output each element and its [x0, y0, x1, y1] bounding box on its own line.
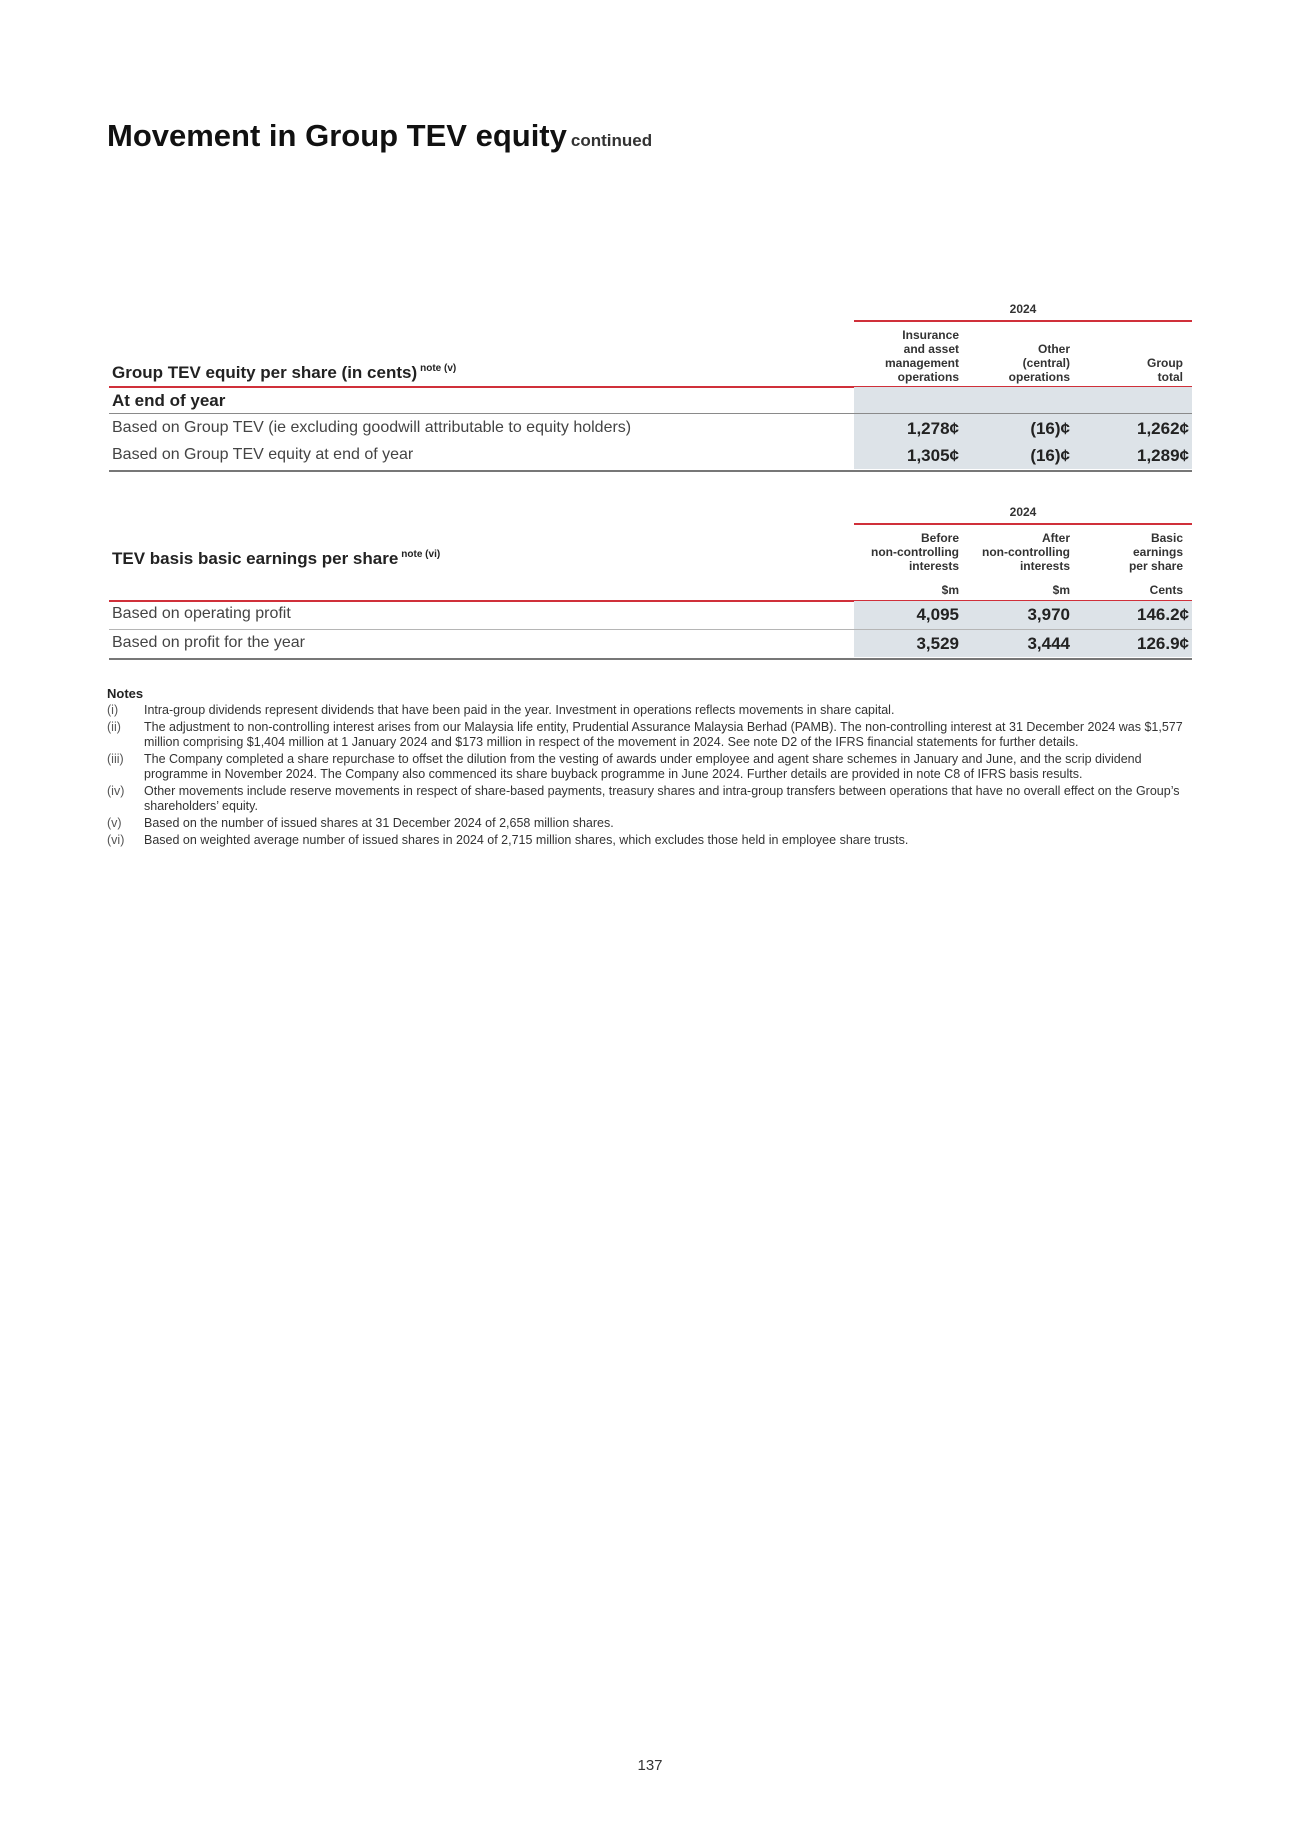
table1-cell: (16)¢: [1030, 446, 1070, 465]
tev-earnings-per-share-table: [109, 503, 1192, 663]
table2-cell: 146.2¢: [1137, 605, 1189, 624]
table2-cell: 126.9¢: [1137, 634, 1189, 653]
table2-note-ref: note (vi): [401, 549, 441, 561]
table1-col-other: Other (central) operations: [1008, 342, 1070, 384]
table1-col-group-total: Group total: [1147, 356, 1183, 384]
note-text: The adjustment to non-controlling interest arises from our Malaysia life entity, Prudential Assurance Malaysia Berhad (PAMB). The non-controlling interest at 31 December 2024 was $1,577 million comprising $1,404 million at 1 January 2024 and $173 million in respect of the movement in 2024. See note D2 of the IFRS financial statements for further details.: [144, 720, 1183, 749]
note-item: [107, 816, 1197, 831]
table2-col-after-nci: After non-controlling interests: [982, 531, 1070, 573]
note-text: Intra-group dividends represent dividends that have been paid in the year. Investment in operations reflects movements in share capital.: [144, 703, 895, 717]
notes-section: [107, 686, 1197, 850]
table2-year: 2024: [1009, 505, 1037, 519]
table2-cell: 3,529: [916, 634, 959, 653]
note-mark: (i): [107, 703, 119, 717]
table2-bottom-rule: [109, 658, 1192, 660]
notes-title: Notes: [107, 686, 144, 701]
note-item: [107, 784, 1197, 814]
table1-cell: (16)¢: [1030, 419, 1070, 438]
table1-row-label: Based on Group TEV equity at end of year: [112, 446, 414, 463]
note-item: [107, 703, 1197, 718]
table2-section-title: TEV basis basic earnings per share $^{note (vi)}$: [112, 549, 441, 568]
table2-unit: Cents: [1149, 583, 1183, 597]
table2-unit: $m: [1052, 583, 1070, 597]
tev-equity-per-share-table: [109, 300, 1192, 475]
note-mark: (ii): [107, 720, 121, 734]
note-text: Based on weighted average number of issued shares in 2024 of 2,715 million shares, which excludes those held in employee share trusts.: [144, 833, 909, 847]
table1-subheading: At end of year: [112, 391, 226, 410]
table1-bottom-rule: [109, 470, 1192, 472]
table2-row-rule: [109, 629, 1192, 630]
table1-row-label: Based on Group TEV (ie excluding goodwill attributable to equity holders): [112, 419, 632, 436]
note-mark: (v): [107, 816, 122, 830]
continued-label: continued: [570, 131, 653, 150]
note-text: Other movements include reserve movements in respect of share-based payments, treasury shares and intra-group transfers between operations that have no overall effect on the Group’s shareholders’ equity.: [144, 784, 1180, 813]
note-item: [107, 833, 1197, 848]
table1-cell: 1,262¢: [1137, 419, 1189, 438]
table2-row-label: Based on operating profit: [112, 605, 291, 622]
table1-cell: 1,289¢: [1137, 446, 1189, 465]
note-item: [107, 720, 1197, 750]
page-title: [107, 118, 652, 154]
note-item: [107, 752, 1197, 782]
table2-col-basic-eps: Basic earnings per share: [1128, 531, 1183, 573]
table1-year: 2024: [1009, 302, 1037, 316]
table1-cell: 1,305¢: [907, 446, 959, 465]
table1-section-title: Group TEV equity per share (in cents) $^{note (v)}$: [112, 363, 457, 382]
table1-col-insurance: Insurance and asset management operations: [884, 328, 959, 384]
table2-cell: 3,970: [1027, 605, 1070, 624]
table1-year-rule: [854, 320, 1192, 322]
table2-cell: 4,095: [916, 605, 959, 624]
note-text: The Company completed a share repurchase to offset the dilution from the vesting of awards under employee and agent share schemes in January and June, and the scrip dividend programme in November 2024. The Company also commenced its share buyback programme in June 2024. Further details are provided in note C8 of IFRS basis results.: [144, 752, 1142, 781]
table2-cell: 3,444: [1027, 634, 1070, 653]
table2-col-before-nci: Before non-controlling interests: [871, 531, 959, 573]
table2-year-rule: [854, 523, 1192, 525]
table1-row-rule: [109, 413, 1192, 414]
table1-note-ref: note (v): [420, 363, 457, 375]
note-mark: (vi): [107, 833, 125, 847]
table2-row-label: Based on profit for the year: [112, 634, 305, 651]
table2-unit: $m: [941, 583, 959, 597]
table1-cell: 1,278¢: [907, 419, 959, 438]
page-number: 137: [637, 1757, 663, 1774]
page-title-text: Movement in Group TEV equity: [107, 118, 567, 153]
note-mark: (iv): [107, 784, 125, 798]
note-text: Based on the number of issued shares at 31 December 2024 of 2,658 million shares.: [144, 816, 614, 830]
note-mark: (iii): [107, 752, 124, 766]
